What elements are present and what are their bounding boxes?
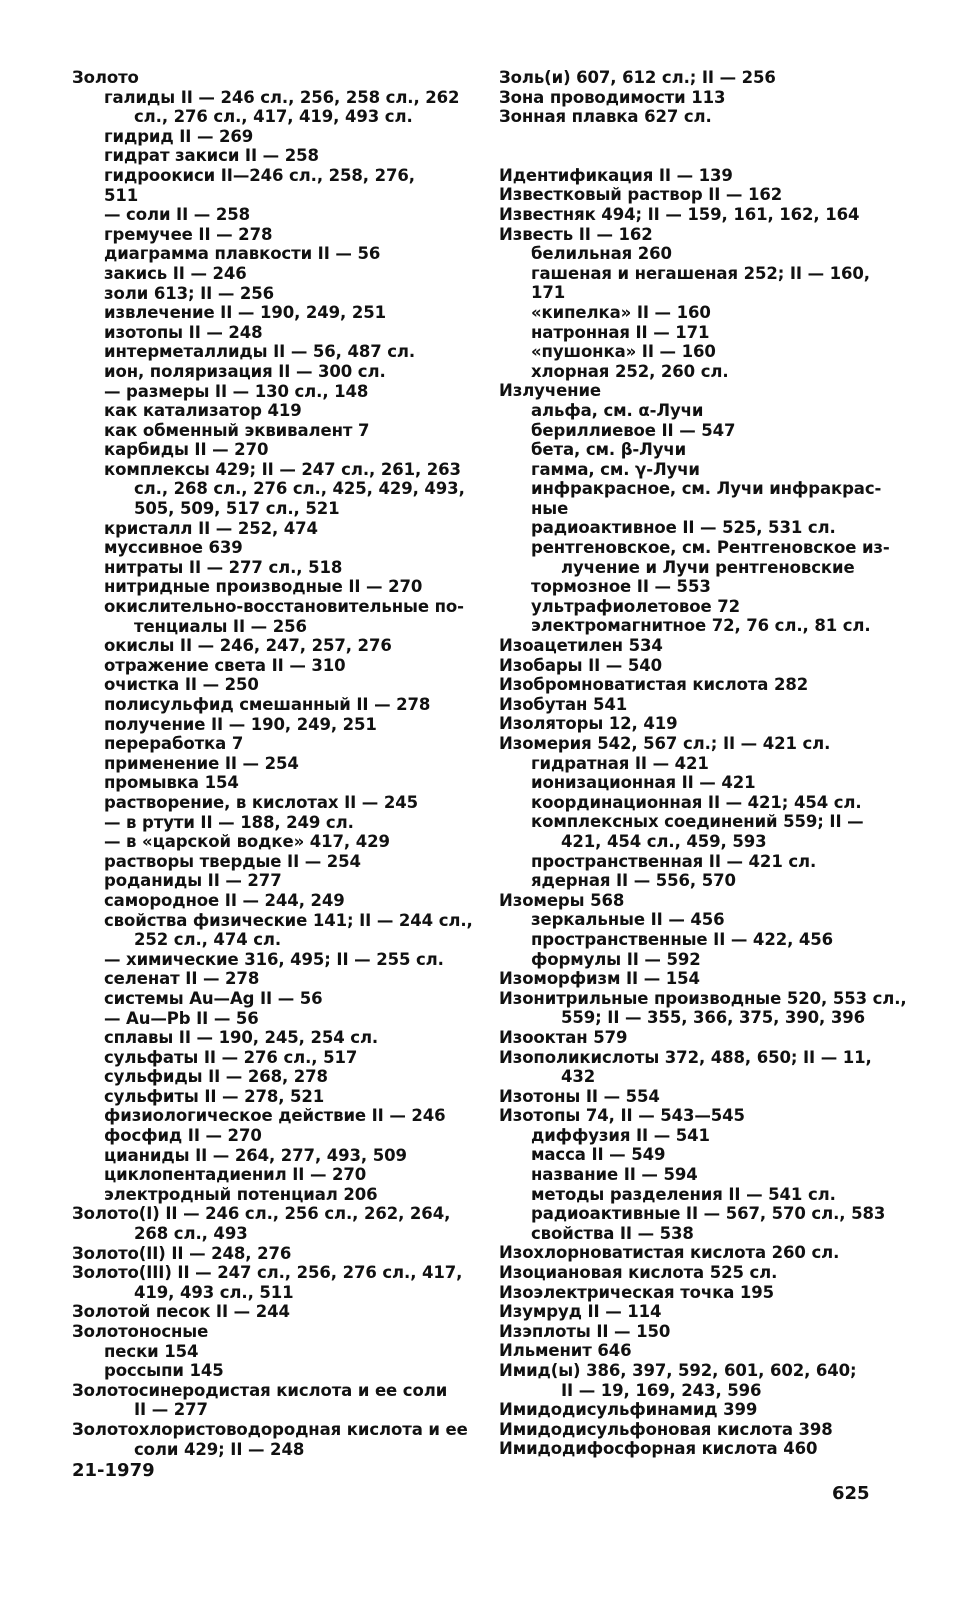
index-subentry: пески 154 — [104, 1341, 199, 1361]
index-subentry: соли 429; II — 248 — [134, 1439, 305, 1459]
index-subentry: бета, см. β-Лучи — [531, 440, 687, 460]
index-subentry: лучение и Лучи рентгеновские — [561, 557, 855, 577]
index-subentry: интерметаллиды II — 56, 487 сл. — [104, 342, 416, 362]
index-heading: Изумруд II — 114 — [499, 1302, 662, 1322]
index-subentry: рентгеновское, см. Рентгеновское из- — [531, 538, 890, 558]
index-subentry: окислительно-восстановительные по- — [104, 597, 464, 617]
index-subentry: II — 19, 169, 243, 596 — [561, 1380, 762, 1400]
index-heading: Изомерия 542, 567 сл.; II — 421 сл. — [499, 734, 831, 753]
index-heading: Идентификация II — 139 — [499, 165, 733, 185]
index-heading: Известняк 494; II — 159, 161, 162, 164 — [499, 204, 860, 224]
index-subentry: физиологическое действие II — 246 — [104, 1106, 446, 1126]
left-index-column — [72, 68, 473, 1459]
index-heading: Изотоны II — 554 — [499, 1086, 660, 1106]
index-subentry: 171 — [531, 283, 566, 303]
index-heading: Имидодисульфоновая кислота 398 — [499, 1419, 833, 1439]
index-subentry: золи 613; II — 256 — [104, 283, 275, 303]
index-subentry: растворение, в кислотах II — 245 — [104, 792, 418, 812]
index-subentry: электромагнитное 72, 76 сл., 81 сл. — [531, 616, 871, 636]
index-subentry: пространственная II — 421 сл. — [531, 851, 817, 871]
index-heading: Излучение — [499, 381, 602, 401]
index-subentry: тенциалы II — 256 — [134, 616, 307, 636]
index-subentry: — соли II — 258 — [104, 205, 250, 225]
index-subentry: хлорная 252, 260 сл. — [531, 361, 729, 381]
index-subentry: сл., 268 сл., 276 сл., 425, 429, 493, — [134, 479, 465, 499]
index-heading: Золотохлористоводородная кислота и ее — [72, 1419, 468, 1439]
index-subentry: 511 — [104, 185, 139, 205]
index-subentry: ядерная II — 556, 570 — [531, 871, 736, 891]
index-subentry: селенат II — 278 — [104, 969, 260, 989]
index-heading: Изоацетилен 534 — [499, 636, 663, 656]
index-subentry: 432 — [561, 1067, 596, 1087]
index-subentry: кристалл II — 252, 474 — [104, 518, 318, 538]
index-subentry: окислы II — 246, 247, 257, 276 — [104, 636, 392, 656]
index-subentry: сульфиды II — 268, 278 — [104, 1067, 328, 1087]
index-heading: Золото(III) II — 247 сл., 256, 276 сл., 417, — [72, 1263, 463, 1283]
index-subentry: как обменный эквивалент 7 — [104, 420, 370, 440]
index-subentry: сплавы II — 190, 245, 254 сл. — [104, 1028, 379, 1048]
index-subentry: муссивное 639 — [104, 538, 243, 558]
index-subentry: — химические 316, 495; II — 255 сл. — [104, 949, 444, 969]
index-subentry: альфа, см. α-Лучи — [531, 400, 704, 420]
index-subentry: нитридные производные II — 270 — [104, 577, 423, 597]
index-heading: Изоморфизм II — 154 — [499, 969, 700, 989]
index-subentry: циклопентадиенил II — 270 — [104, 1165, 367, 1185]
index-subentry: 505, 509, 517 сл., 521 — [134, 499, 340, 519]
index-subentry: формулы II — 592 — [531, 949, 701, 969]
index-subentry: комплексных соединений 559; II — — [531, 812, 864, 832]
index-subentry: ультрафиолетовое 72 — [531, 596, 740, 616]
index-subentry: 268 сл., 493 — [134, 1224, 248, 1244]
index-subentry: — Au—Pb II — 56 — [104, 1008, 259, 1028]
index-subentry: бериллиевое II — 547 — [531, 420, 736, 440]
index-heading: Имидодисульфинамид 399 — [499, 1400, 758, 1420]
index-subentry: инфракрасное, см. Лучи инфракрас- — [531, 479, 882, 499]
index-subentry: белильная 260 — [531, 244, 672, 264]
index-subentry: ионизационная II — 421 — [531, 773, 756, 793]
index-heading: Ильменит 646 — [499, 1341, 632, 1361]
index-subentry: карбиды II — 270 — [104, 440, 269, 460]
index-heading: Изооктан 579 — [499, 1027, 628, 1047]
index-heading: Изобутан 541 — [499, 694, 628, 714]
index-subentry: название II — 594 — [531, 1165, 698, 1185]
index-heading: Золото(I) II — 246 сл., 256 сл., 262, 264, — [72, 1204, 451, 1224]
index-heading: Изонитрильные производные 520, 553 сл., — [499, 988, 907, 1008]
page-number: 625 — [832, 1483, 870, 1504]
index-subentry: методы разделения II — 541 сл. — [531, 1184, 836, 1204]
right-index-column — [499, 68, 907, 1459]
index-subentry: комплексы 429; II — 247 сл., 261, 263 — [104, 459, 461, 479]
index-heading: Известковый раствор II — 162 — [499, 185, 783, 205]
index-subentry: нитраты II — 277 сл., 518 — [104, 557, 343, 577]
index-subentry: 252 сл., 474 сл. — [134, 930, 282, 950]
index-subentry: сл., 276 сл., 417, 419, 493 сл. — [134, 107, 413, 127]
index-heading: Изомеры 568 — [499, 890, 625, 910]
index-subentry: ион, поляризация II — 300 сл. — [104, 361, 386, 381]
index-heading: Золотоносные — [72, 1322, 209, 1341]
index-subentry: «кипелка» II — 160 — [531, 302, 711, 322]
index-subentry: применение II — 254 — [104, 753, 299, 773]
index-subentry: извлечение II — 190, 249, 251 — [104, 303, 386, 323]
index-heading: Изотопы 74, II — 543—545 — [499, 1106, 745, 1126]
index-heading: Имид(ы) 386, 397, 592, 601, 602, 640; — [499, 1361, 857, 1380]
index-subentry: гидрид II — 269 — [104, 126, 254, 146]
index-subentry: ные — [531, 498, 569, 518]
index-subentry: закись II — 246 — [104, 263, 247, 283]
index-subentry: изотопы II — 248 — [104, 322, 263, 342]
index-heading: Зонная плавка 627 сл. — [499, 107, 712, 127]
index-heading: Изополикислоты 372, 488, 650; II — 11, — [499, 1047, 872, 1067]
index-subentry: диффузия II — 541 — [531, 1125, 710, 1145]
index-subentry: гидроокиси II—246 сл., 258, 276, — [104, 165, 415, 185]
index-heading: Изоциановая кислота 525 сл. — [499, 1263, 778, 1283]
index-subentry: 421, 454 сл., 459, 593 — [561, 831, 767, 851]
index-subentry: — в ртути II — 188, 249 сл. — [104, 812, 354, 832]
index-heading: Изоэлектрическая точка 195 — [499, 1282, 775, 1302]
index-subentry: сульфиты II — 278, 521 — [104, 1086, 325, 1106]
index-subentry: тормозное II — 553 — [531, 577, 711, 597]
printer-signature: 21-1979 — [72, 1460, 155, 1481]
index-subentry: отражение света II — 310 — [104, 655, 346, 675]
index-subentry: гашеная и негашеная 252; II — 160, — [531, 263, 870, 283]
index-subentry: гидрат закиси II — 258 — [104, 146, 319, 166]
index-heading: Изохлорноватистая кислота 260 сл. — [499, 1243, 840, 1263]
index-subentry: фосфид II — 270 — [104, 1126, 262, 1146]
index-heading: Золото(II) II — 248, 276 — [72, 1243, 292, 1263]
index-heading: Изобары II — 540 — [499, 655, 662, 675]
index-subentry: гидратная II — 421 — [531, 753, 709, 773]
index-subentry: переработка 7 — [104, 734, 244, 754]
index-subentry: сульфаты II — 276 сл., 517 — [104, 1047, 358, 1067]
index-subentry: очистка II — 250 — [104, 675, 259, 695]
index-subentry: гамма, см. γ-Лучи — [531, 459, 700, 479]
index-subentry: полисульфид смешанный II — 278 — [104, 695, 431, 714]
index-subentry: II — 277 — [134, 1400, 208, 1420]
index-subentry: промывка 154 — [104, 773, 239, 793]
index-subentry: цианиды II — 264, 277, 493, 509 — [104, 1145, 407, 1165]
index-subentry: самородное II — 244, 249 — [104, 890, 345, 910]
index-subentry: — в «царской водке» 417, 429 — [104, 832, 390, 852]
index-subentry: свойства физические 141; II — 244 сл., — [104, 910, 473, 930]
index-heading: Золь(и) 607, 612 сл.; II — 256 — [499, 68, 776, 87]
index-subentry: — размеры II — 130 сл., 148 — [104, 381, 369, 401]
index-subentry: координационная II — 421; 454 сл. — [531, 792, 862, 812]
index-subentry: россыпи 145 — [104, 1361, 224, 1381]
index-heading: Изобромноватистая кислота 282 — [499, 675, 809, 695]
index-subentry: растворы твердые II — 254 — [104, 851, 361, 871]
index-subentry: диаграмма плавкости II — 56 — [104, 244, 381, 264]
index-subentry: гремучее II — 278 — [104, 224, 273, 244]
index-subentry: 559; II — 355, 366, 375, 390, 396 — [561, 1008, 866, 1028]
index-subentry: электродный потенциал 206 — [104, 1184, 378, 1204]
index-heading: Золотосинеродистая кислота и ее соли — [72, 1380, 448, 1400]
index-subentry: роданиды II — 277 — [104, 871, 282, 891]
index-subentry: галиды II — 246 сл., 256, 258 сл., 262 — [104, 87, 460, 107]
index-subentry: как катализатор 419 — [104, 401, 302, 421]
index-subentry: натронная II — 171 — [531, 322, 710, 342]
index-heading: Золото — [72, 68, 139, 87]
index-heading: Известь II — 162 — [499, 224, 653, 244]
index-subentry: «пушонка» II — 160 — [531, 342, 716, 362]
index-subentry: получение II — 190, 249, 251 — [104, 714, 377, 734]
index-subentry: пространственные II — 422, 456 — [531, 929, 834, 949]
index-subentry: масса II — 549 — [531, 1145, 666, 1165]
index-subentry: радиоактивные II — 567, 570 сл., 583 — [531, 1204, 886, 1224]
index-heading: Золотой песок II — 244 — [72, 1302, 290, 1322]
index-heading: Изоляторы 12, 419 — [499, 714, 678, 734]
index-heading: Зона проводимости 113 — [499, 87, 726, 107]
index-subentry: свойства II — 538 — [531, 1223, 694, 1243]
index-heading: Имидодифосфорная кислота 460 — [499, 1439, 818, 1459]
index-subentry: 419, 493 сл., 511 — [134, 1282, 294, 1302]
index-subentry: системы Au—Ag II — 56 — [104, 988, 323, 1008]
section-gap — [499, 127, 884, 166]
index-heading: Изэплоты II — 150 — [499, 1321, 671, 1341]
index-subentry: радиоактивное II — 525, 531 сл. — [531, 518, 836, 538]
index-subentry: зеркальные II — 456 — [531, 910, 725, 930]
